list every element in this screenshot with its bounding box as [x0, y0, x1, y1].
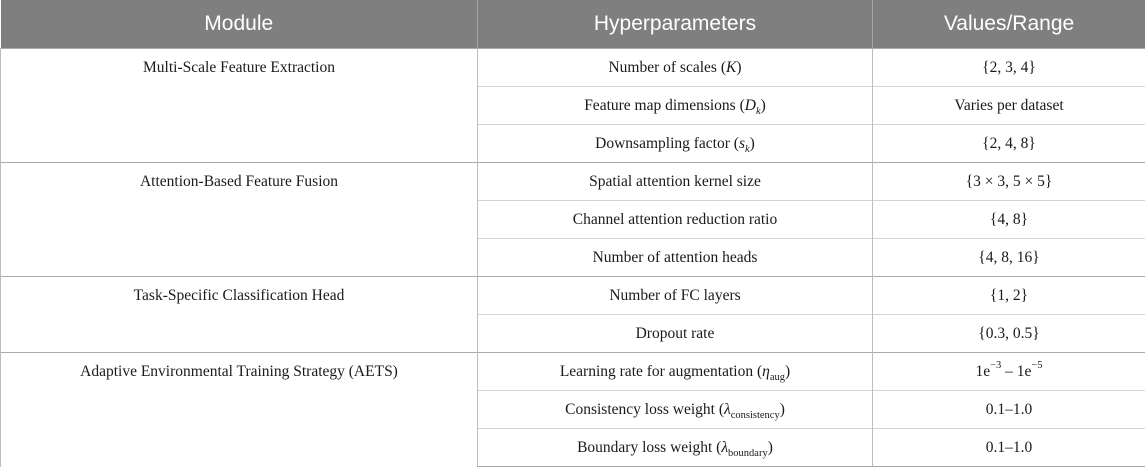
module-cell: Multi-Scale Feature Extraction [1, 49, 478, 163]
hyperparameter-cell: Feature map dimensions $(D_k)$ [478, 87, 873, 125]
value-cell: {2, 4, 8} [873, 125, 1145, 163]
value-cell: {4, 8, 16} [873, 239, 1145, 277]
module-cell: Attention-Based Feature Fusion [1, 163, 478, 277]
table-row [1, 353, 1145, 391]
value-cell: {2, 3, 4} [873, 49, 1145, 87]
hyperparameter-cell: Spatial attention kernel size [478, 163, 873, 201]
hyperparameter-cell: Boundary loss weight $(\lambda_{boundary})$ [478, 429, 873, 467]
header-hyperparameters: Hyperparameters [478, 0, 873, 49]
value-cell: {4, 8} [873, 201, 1145, 239]
value-cell: {3 × 3, 5 × 5} [873, 163, 1145, 201]
value-cell: {1, 2} [873, 277, 1145, 315]
hyperparameter-cell: Downsampling factor $(s_k)$ [478, 125, 873, 163]
value-cell: 0.1–1.0 [873, 429, 1145, 467]
table-row [1, 163, 1145, 201]
hyperparameter-cell: Learning rate for augmentation $(\eta_{aug})$ [478, 353, 873, 391]
value-cell: $1e^{-3} - 1e^{-5}$ [873, 353, 1145, 391]
hyperparameter-cell: Consistency loss weight $(\lambda_{consistency})$ [478, 391, 873, 429]
hyperparameter-cell: Channel attention reduction ratio [478, 201, 873, 239]
header-row [1, 0, 1145, 49]
table-row [1, 277, 1145, 315]
module-cell: Adaptive Environmental Training Strategy (AETS) [1, 353, 478, 467]
header-values-range: Values/Range [873, 0, 1145, 49]
value-cell: Varies per dataset [873, 87, 1145, 125]
value-cell: {0.3, 0.5} [873, 315, 1145, 353]
hyperparameter-cell: Dropout rate [478, 315, 873, 353]
header-module: Module [1, 0, 478, 49]
hyperparameter-cell: Number of scales (K) [478, 49, 873, 87]
module-cell: Task-Specific Classification Head [1, 277, 478, 353]
hyperparameter-cell: Number of attention heads [478, 239, 873, 277]
hyperparameter-cell: Number of FC layers [478, 277, 873, 315]
value-cell: 0.1–1.0 [873, 391, 1145, 429]
table-row [1, 49, 1145, 87]
